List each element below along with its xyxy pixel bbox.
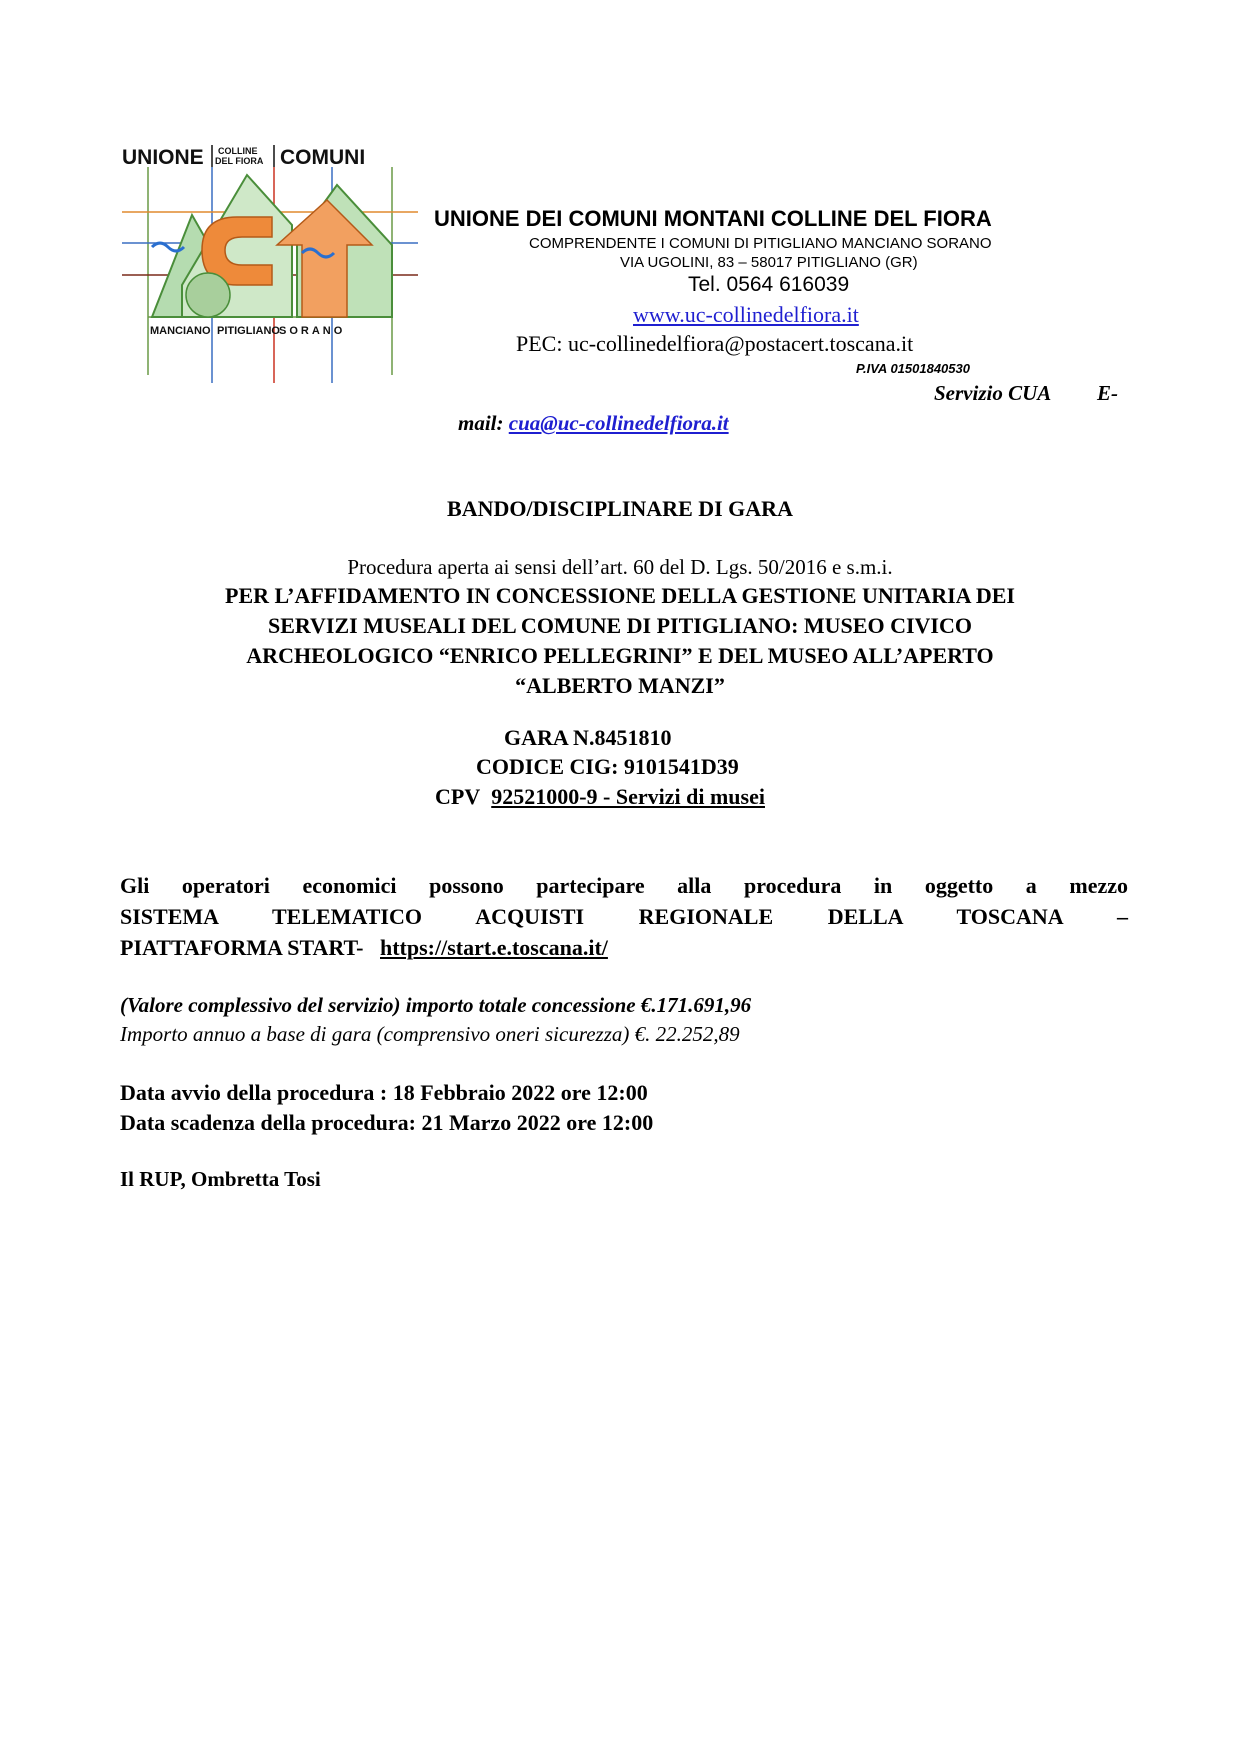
header-website-link[interactable]: www.uc-collinedelfiora.it bbox=[633, 302, 859, 327]
header-service-e: E- bbox=[1097, 381, 1118, 405]
logo-text-comuni: COMUNI bbox=[280, 146, 366, 169]
gara-number: GARA N.8451810 bbox=[504, 725, 672, 750]
logo-text-del-fiora: DEL FIORA bbox=[215, 156, 264, 166]
gara-cpv-value: 92521000-9 - Servizi di musei bbox=[491, 784, 765, 809]
value-annual: Importo annuo a base di gara (comprensivo oneri sicurezza) €. 22.252,89 bbox=[120, 1022, 740, 1046]
logo-text-manciano: MANCIANO bbox=[150, 325, 211, 337]
doc-object-line: “ALBERTO MANZI” bbox=[515, 673, 725, 698]
logo-text-colline: COLLINE bbox=[218, 146, 258, 156]
gara-cpv bbox=[435, 784, 765, 810]
start-date: Data avvio della procedura : 18 Febbraio 2022 ore 12:00 bbox=[120, 1080, 648, 1105]
participation-block bbox=[120, 870, 1128, 963]
participation-line: SISTEMA TELEMATICO ACQUISTI REGIONALE DELLA TOSCANA – bbox=[120, 904, 1128, 929]
doc-object bbox=[120, 581, 1120, 701]
doc-object-line: PER L’AFFIDAMENTO IN CONCESSIONE DELLA GESTIONE UNITARIA DEI bbox=[225, 583, 1015, 608]
header-tel: Tel. 0564 616039 bbox=[688, 273, 850, 296]
participation-line: Gli operatori economici possono partecipare alla procedura in oggetto a mezzo bbox=[120, 873, 1128, 898]
doc-procedure: Procedura aperta ai sensi dell’art. 60 del D. Lgs. 50/2016 e s.m.i. bbox=[347, 555, 893, 579]
logo-text-sorano: SORANO bbox=[279, 325, 346, 337]
platform-link[interactable]: https://start.e.toscana.it/ bbox=[380, 935, 608, 960]
doc-heading: BANDO/DISCIPLINARE DI GARA bbox=[447, 496, 793, 521]
gara-cig: CODICE CIG: 9101541D39 bbox=[476, 754, 739, 779]
logo-text-pitigliano: PITIGLIANO bbox=[217, 325, 280, 337]
header-mail-prefix: mail: bbox=[458, 411, 504, 435]
logo-text-unione: UNIONE bbox=[122, 146, 204, 169]
gara-cpv-prefix: CPV bbox=[435, 784, 481, 809]
end-date: Data scadenza della procedura: 21 Marzo 2022 ore 12:00 bbox=[120, 1110, 654, 1135]
rup-signature: Il RUP, Ombretta Tosi bbox=[120, 1167, 321, 1191]
header-address: VIA UGOLINI, 83 – 58017 PITIGLIANO (GR) bbox=[620, 254, 918, 271]
participation-platform bbox=[120, 932, 1128, 963]
platform-prefix: PIATTAFORMA START- bbox=[120, 935, 364, 960]
doc-object-line: ARCHEOLOGICO “ENRICO PELLEGRINI” E DEL MUSEO ALL’APERTO bbox=[246, 643, 994, 668]
header-pec: PEC: uc-collinedelfiora@postacert.toscana.it bbox=[516, 331, 914, 356]
doc-object-line: SERVIZI MUSEALI DEL COMUNE DI PITIGLIANO: MUSEO CIVICO bbox=[268, 613, 972, 638]
union-logo bbox=[122, 145, 418, 383]
header-subtitle: COMPRENDENTE I COMUNI DI PITIGLIANO MANCIANO SORANO bbox=[529, 235, 992, 252]
header-mail-line bbox=[458, 411, 729, 436]
header-piva: P.IVA 01501840530 bbox=[856, 361, 970, 376]
header-title: UNIONE DEI COMUNI MONTANI COLLINE DEL FIORA bbox=[434, 206, 992, 231]
header-mail-link[interactable]: cua@uc-collinedelfiora.it bbox=[508, 411, 729, 435]
value-total: (Valore complessivo del servizio) importo totale concessione €.171.691,96 bbox=[120, 993, 752, 1017]
header-service-cua: Servizio CUA bbox=[934, 381, 1052, 405]
